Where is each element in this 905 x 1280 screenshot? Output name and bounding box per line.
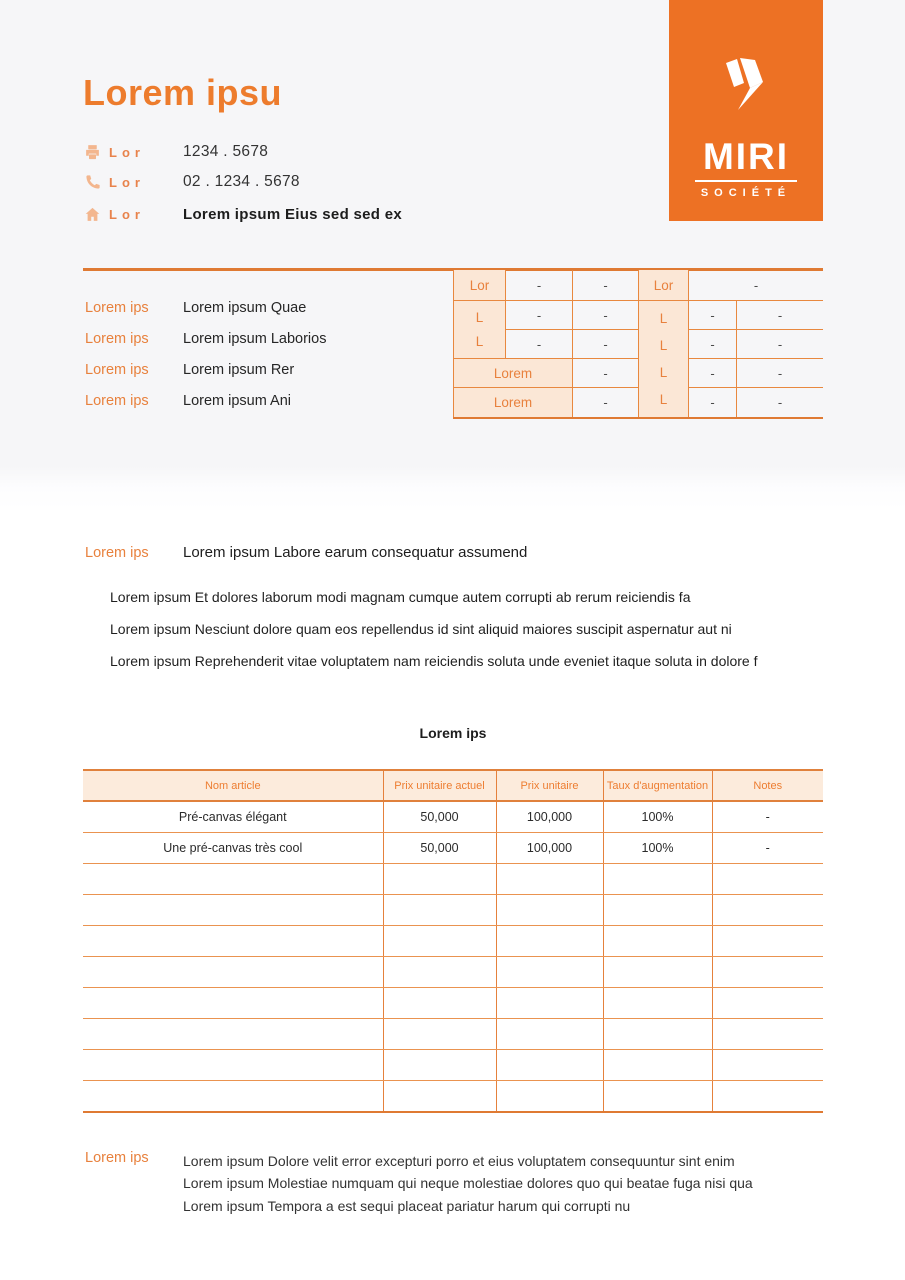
summary-cell-l-r1-d2: - [573, 270, 639, 301]
summary-cell-r-r1-d: - [689, 270, 823, 301]
table-cell [603, 926, 712, 957]
table-cell: 100% [603, 833, 712, 864]
info-value: Lorem ipsum Ani [183, 393, 291, 409]
summary-grid [453, 270, 823, 417]
printer-icon [84, 144, 101, 161]
table-header-cell: Prix unitaire actuel [383, 770, 496, 801]
table-cell [83, 1050, 383, 1081]
logo-subtitle: SOCIÉTÉ [700, 187, 792, 199]
table-cell [712, 957, 823, 988]
info-label: Lorem ips [85, 362, 149, 378]
table-empty-row [83, 988, 823, 1019]
table-cell [383, 1019, 496, 1050]
paragraph: Lorem ipsum Nesciunt dolore quam eos repellendus id sint aliquid maiores suscipit aspernatur aut ni [110, 621, 732, 637]
info-label: Lorem ips [85, 393, 149, 409]
paragraph: Lorem ipsum Reprehenderit vitae voluptatem nam reiciendis soluta unde eveniet itaque soluta in dolore f [110, 653, 758, 669]
info-value: Lorem ipsum Laborios [183, 331, 327, 347]
table-cell [712, 895, 823, 926]
summary-cell-l-r3-d1: - [506, 330, 573, 359]
table-cell [712, 1019, 823, 1050]
summary-cell-l-r1-d1: - [506, 270, 573, 301]
logo-ribbon-icon [718, 55, 774, 113]
phone-icon [84, 174, 101, 191]
table-cell [383, 864, 496, 895]
table-cell [712, 926, 823, 957]
items-table-head [83, 770, 823, 801]
summary-cell-r-r4-d1: - [689, 359, 737, 388]
section-label: Lorem ips [85, 545, 149, 561]
summary-cell-l-r2-d2: - [573, 301, 639, 330]
summary-cell-r-r3-d1: - [689, 330, 737, 359]
contact-value: 1234 . 5678 [183, 143, 269, 160]
contact-value: 02 . 1234 . 5678 [183, 173, 300, 190]
summary-cell-l-r5-d: - [573, 388, 639, 417]
table-empty-row [83, 895, 823, 926]
info-value: Lorem ipsum Rer [183, 362, 295, 378]
logo-rule [695, 180, 797, 182]
items-table [83, 769, 823, 1113]
summary-cell-r-r5-d2: - [777, 395, 783, 410]
table-cell [496, 926, 603, 957]
table-header-row [83, 770, 823, 801]
summary-cell-r-r5-d1: - [689, 388, 737, 417]
footer-lines [183, 1150, 823, 1217]
table-cell: Une pré-canvas très cool [83, 833, 383, 864]
table-cell [83, 864, 383, 895]
table-empty-row [83, 1050, 823, 1081]
summary-cell-l-r3-d2: - [573, 330, 639, 359]
table-empty-row [83, 1019, 823, 1050]
table-cell [496, 957, 603, 988]
table-cell: 100% [603, 801, 712, 833]
table-cell [603, 988, 712, 1019]
table-cell: 100,000 [496, 801, 603, 833]
table-header-cell: Notes [712, 770, 823, 801]
summary-cell-r-r25-labels: L L L L [639, 301, 689, 417]
table-cell: - [712, 833, 823, 864]
footer-line: Lorem ipsum Tempora a est sequi placeat pariatur harum qui corrupti nu [183, 1197, 631, 1214]
page-title: Lorem ipsu [83, 72, 283, 113]
table-empty-row [83, 957, 823, 988]
table-cell [83, 895, 383, 926]
table-cell [383, 1081, 496, 1113]
table-cell [83, 926, 383, 957]
table-cell [496, 1050, 603, 1081]
table-cell [83, 1081, 383, 1113]
table-cell [712, 1050, 823, 1081]
logo-name: MIRI [702, 136, 790, 177]
table-header-cell: Taux d'augmentation [603, 770, 712, 801]
table-cell [712, 988, 823, 1019]
table-cell: - [712, 801, 823, 833]
table-empty-row [83, 864, 823, 895]
table-cell [496, 1081, 603, 1113]
table-cell [603, 1019, 712, 1050]
paragraph: Lorem ipsum Et dolores laborum modi magnam cumque autem corrupti ab rerum reiciendis fa [110, 589, 691, 605]
table-row [83, 833, 823, 864]
summary-cell-l-r5-label: Lorem [453, 388, 573, 417]
table-cell [603, 864, 712, 895]
table-cell [496, 864, 603, 895]
summary-cell-l-r4-d: - [573, 359, 639, 388]
table-cell [383, 926, 496, 957]
summary-cell-r-r2-d2: - [737, 301, 823, 330]
table-cell [83, 988, 383, 1019]
summary-cell-r-r1-label: Lor [639, 270, 689, 301]
summary-cell-l-r1-label: Lor [453, 270, 506, 301]
table-cell [712, 864, 823, 895]
table-cell: 50,000 [383, 801, 496, 833]
table-cell [603, 895, 712, 926]
summary-grid-bottom-rule [453, 417, 823, 419]
table-title: Lorem ips [419, 725, 487, 741]
table-cell [383, 895, 496, 926]
table-cell [496, 895, 603, 926]
company-logo [669, 0, 823, 221]
table-cell [383, 1050, 496, 1081]
table-cell [496, 988, 603, 1019]
table-empty-row [83, 926, 823, 957]
table-cell [496, 1019, 603, 1050]
info-row [85, 296, 445, 320]
contact-label: Lor [109, 206, 145, 222]
items-table-wrap [83, 769, 823, 1113]
contact-label: Lor [109, 144, 145, 160]
footer-line: Lorem ipsum Molestiae numquam qui neque molestiae dolores quo qui beatae fuga nisi qua [183, 1175, 753, 1192]
table-header-cell: Prix unitaire [496, 770, 603, 801]
table-cell [603, 957, 712, 988]
table-cell: Pré-canvas élégant [83, 801, 383, 833]
table-header-cell: Nom article [83, 770, 383, 801]
info-label: Lorem ips [85, 300, 149, 316]
footer-line: Lorem ipsum Dolore velit error excepturi porro et eius voluptatem consequuntur sint enim [183, 1153, 735, 1169]
summary-cell-r-r3-d2: - [737, 330, 823, 359]
table-cell [383, 988, 496, 1019]
table-cell [383, 957, 496, 988]
table-row [83, 801, 823, 833]
table-cell [603, 1050, 712, 1081]
table-cell [712, 1081, 823, 1113]
contact-label: Lor [109, 174, 145, 190]
info-row [85, 389, 445, 413]
table-cell: 50,000 [383, 833, 496, 864]
table-cell [83, 957, 383, 988]
summary-cell-l-r2-d1: - [506, 301, 573, 330]
table-cell [603, 1081, 712, 1113]
contact-value: Lorem ipsum Eius sed sed ex [183, 205, 403, 223]
items-table-body [83, 801, 823, 1112]
section-heading: Lorem ipsum Labore earum consequatur assumend [183, 544, 528, 561]
info-value: Lorem ipsum Quae [183, 300, 307, 316]
info-row [85, 358, 445, 382]
info-label: Lorem ips [85, 331, 149, 347]
summary-cell-l-r4-label: Lorem [453, 359, 573, 388]
table-cell [83, 1019, 383, 1050]
info-row [85, 327, 445, 351]
summary-cell-r-r2-d1: - [689, 301, 737, 330]
home-icon [84, 206, 101, 223]
table-cell: 100,000 [496, 833, 603, 864]
summary-cell-l-r23-labels: L L [453, 301, 506, 359]
footer-label: Lorem ips [85, 1150, 149, 1166]
summary-cell-r-r4-d2: - [737, 359, 823, 388]
table-empty-row [83, 1081, 823, 1113]
